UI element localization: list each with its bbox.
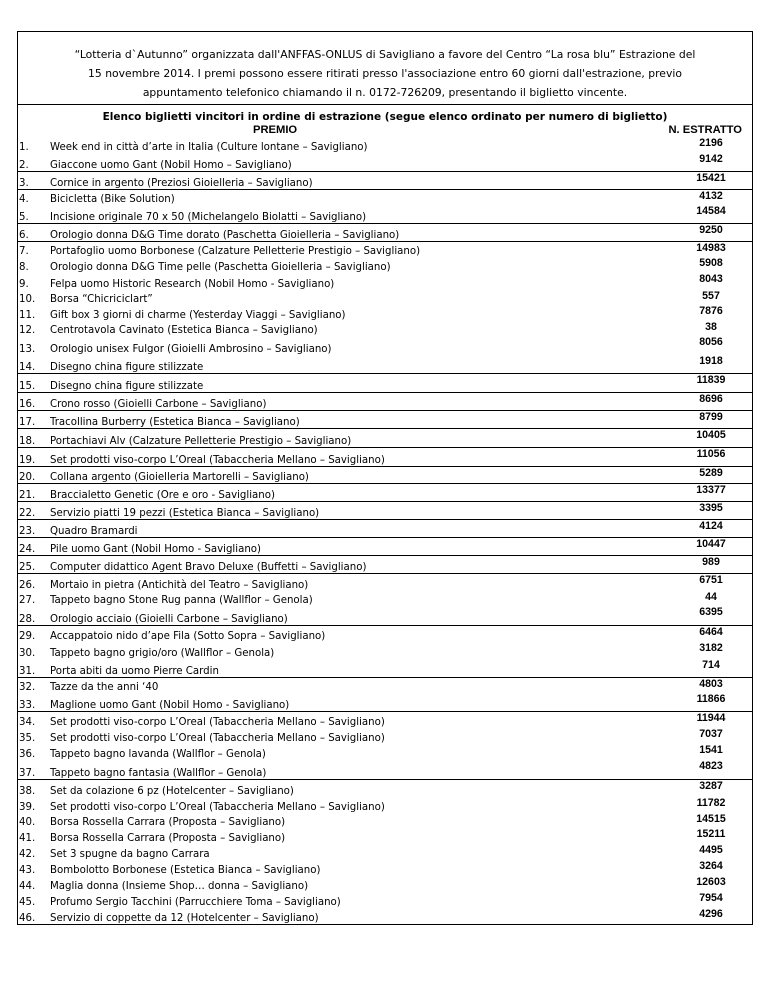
table-row bbox=[18, 555, 752, 573]
table-row bbox=[18, 693, 752, 711]
row-number: 14. bbox=[18, 355, 50, 373]
table-row bbox=[18, 892, 752, 908]
ticket-number: 3287 bbox=[699, 779, 723, 792]
prize-description: Servizio piatti 19 pezzi (Estetica Bianca – Savigliano) bbox=[50, 501, 642, 519]
prize-description: Set prodotti viso-corpo L’Oreal (Tabaccheria Mellano – Savigliano) bbox=[50, 717, 385, 728]
row-number: 17. bbox=[18, 410, 50, 428]
row-number: 22. bbox=[18, 501, 50, 519]
lottery-sheet bbox=[17, 31, 753, 925]
table-row bbox=[18, 373, 752, 392]
table-row bbox=[18, 828, 752, 844]
table-row bbox=[18, 908, 752, 924]
row-number: 41. bbox=[19, 833, 36, 844]
ticket-number: 714 bbox=[642, 659, 752, 677]
prize-description: Tazze da the anni ‘40 bbox=[50, 682, 159, 693]
prize-description: Collana argento (Gioielleria Martorelli – Savigliano) bbox=[50, 466, 642, 483]
row-number: 45. bbox=[19, 897, 36, 908]
prize-description: Mortaio in pietra (Antichità del Teatro – Savigliano) bbox=[50, 580, 309, 591]
row-number: 13. bbox=[19, 344, 36, 355]
row-number: 44. bbox=[19, 881, 36, 892]
row-number: 37. bbox=[18, 760, 50, 779]
table-row bbox=[18, 813, 752, 828]
ticket-number: 2196 bbox=[699, 137, 723, 149]
ticket-number: 15421 bbox=[642, 171, 752, 189]
table-row bbox=[18, 273, 752, 290]
table-row bbox=[18, 711, 752, 728]
table-row bbox=[18, 844, 752, 860]
row-number: 5. bbox=[18, 205, 50, 223]
prize-description: Gift box 3 giorni di charme (Yesterday Viaggi – Savigliano) bbox=[50, 310, 346, 321]
prize-description: Orologio donna D&G Time pelle (Paschetta Gioielleria – Savigliano) bbox=[50, 262, 391, 273]
column-header-row bbox=[18, 124, 752, 137]
prize-description: Portachiavi Alv (Calzature Pelletterie Prestigio – Savigliano) bbox=[50, 428, 642, 447]
prize-description: Pile uomo Gant (Nobil Homo - Savigliano) bbox=[50, 537, 642, 555]
prize-description: Tappeto bagno lavanda (Wallflor – Genola) bbox=[50, 749, 266, 760]
table-row bbox=[18, 205, 752, 223]
table-row bbox=[18, 519, 752, 537]
table-row bbox=[18, 797, 752, 813]
prize-description: Set prodotti viso-corpo L’Oreal (Tabaccheria Mellano – Savigliano) bbox=[50, 447, 642, 466]
announcement-box bbox=[18, 32, 752, 105]
prize-description: Profumo Sergio Tacchini (Parrucchiere Toma – Savigliano) bbox=[50, 897, 341, 908]
row-number: 46. bbox=[19, 913, 36, 924]
prize-description: Tappeto bagno fantasia (Wallflor – Genola) bbox=[50, 760, 642, 779]
ticket-number: 12603 bbox=[696, 876, 726, 888]
table-row bbox=[18, 606, 752, 625]
row-number: 7. bbox=[19, 246, 29, 257]
ticket-number: 7954 bbox=[699, 892, 723, 904]
winners-table-body bbox=[18, 137, 752, 924]
prize-description: Felpa uomo Historic Research (Nobil Homo - Savigliano) bbox=[50, 279, 335, 290]
ticket-number: 13377 bbox=[642, 483, 752, 501]
ticket-number: 11056 bbox=[642, 447, 752, 466]
ticket-number: 10405 bbox=[642, 428, 752, 447]
table-row bbox=[18, 257, 752, 273]
ticket-number: 4823 bbox=[642, 760, 752, 779]
ticket-number: 5908 bbox=[699, 257, 723, 269]
prize-description: Braccialetto Genetic (Ore e oro - Savigliano) bbox=[50, 483, 642, 501]
table-row bbox=[18, 677, 752, 693]
ticket-number: 3182 bbox=[699, 642, 723, 654]
ticket-number: 44 bbox=[705, 591, 717, 603]
table-row bbox=[18, 137, 752, 153]
ticket-number: 4124 bbox=[642, 519, 752, 537]
row-number: 27. bbox=[19, 595, 36, 606]
table-row bbox=[18, 483, 752, 501]
ticket-number: 11782 bbox=[696, 797, 726, 809]
table-row bbox=[18, 876, 752, 892]
ticket-number: 7876 bbox=[699, 305, 723, 317]
prize-description: Cornice in argento (Preziosi Gioielleria – Savigliano) bbox=[50, 171, 642, 189]
prize-description: Tappeto bagno Stone Rug panna (Wallflor – Genola) bbox=[50, 595, 313, 606]
ticket-number: 15211 bbox=[696, 828, 726, 840]
row-number: 35. bbox=[19, 733, 36, 744]
prize-description: Disegno china figure stilizzate bbox=[50, 355, 642, 373]
ticket-number: 8056 bbox=[699, 336, 723, 348]
table-row bbox=[18, 336, 752, 355]
prize-description: Orologio unisex Fulgor (Gioielli Ambrosino – Savigliano) bbox=[50, 344, 332, 355]
row-number: 32. bbox=[19, 682, 36, 693]
prize-description: Week end in città d’arte in Italia (Culture lontane – Savigliano) bbox=[50, 142, 368, 153]
ticket-number: 4296 bbox=[699, 908, 723, 920]
table-row bbox=[18, 321, 752, 336]
list-title: Elenco biglietti vincitori in ordine di estrazione (segue elenco ordinato per numero di biglietto) bbox=[102, 111, 668, 123]
table-row bbox=[18, 153, 752, 171]
prize-description: Crono rosso (Gioielli Carbone – Savigliano) bbox=[50, 392, 642, 410]
ticket-number: 989 bbox=[642, 555, 752, 573]
row-number: 21. bbox=[18, 483, 50, 501]
prize-description: Set prodotti viso-corpo L’Oreal (Tabaccheria Mellano – Savigliano) bbox=[50, 802, 385, 813]
row-number: 18. bbox=[18, 428, 50, 447]
prize-description: Servizio di coppette da 12 (Hotelcenter – Savigliano) bbox=[50, 913, 319, 924]
table-row bbox=[18, 241, 752, 257]
row-number: 30. bbox=[19, 648, 36, 659]
ticket-number: 38 bbox=[705, 321, 717, 333]
table-row bbox=[18, 410, 752, 428]
announcement-line-2: 15 novembre 2014. I premi possono essere ritirati presso l'associazione entro 60 giorni dall'estrazione, previo bbox=[88, 67, 682, 80]
ticket-number: 11944 bbox=[696, 711, 726, 724]
row-number: 3. bbox=[18, 171, 50, 189]
row-number: 26. bbox=[19, 580, 36, 591]
row-number: 2. bbox=[18, 153, 50, 171]
ticket-number: 4132 bbox=[699, 189, 723, 202]
table-row bbox=[18, 466, 752, 483]
table-row bbox=[18, 171, 752, 189]
table-row bbox=[18, 591, 752, 606]
ticket-number: 6464 bbox=[699, 625, 723, 638]
ticket-number: 8696 bbox=[642, 392, 752, 410]
table-row bbox=[18, 305, 752, 321]
row-number: 39. bbox=[19, 802, 36, 813]
prize-description: Set 3 spugne da bagno Carrara bbox=[50, 849, 210, 860]
row-number: 40. bbox=[19, 817, 36, 828]
row-number: 10. bbox=[19, 294, 36, 305]
row-number: 8. bbox=[19, 262, 29, 273]
prize-description: Orologio acciaio (Gioielli Carbone – Savigliano) bbox=[50, 606, 642, 625]
ticket-number: 557 bbox=[702, 290, 720, 302]
prize-description: Accappatoio nido d’ape Fila (Sotto Sopra – Savigliano) bbox=[50, 631, 326, 642]
table-row bbox=[18, 223, 752, 241]
ticket-number: 14983 bbox=[696, 241, 726, 254]
prize-description: Set da colazione 6 pz (Hotelcenter – Savigliano) bbox=[50, 786, 294, 797]
prize-description: Computer didattico Agent Bravo Deluxe (Buffetti – Savigliano) bbox=[50, 555, 642, 573]
row-number: 38. bbox=[19, 786, 36, 797]
table-row bbox=[18, 779, 752, 797]
row-number: 19. bbox=[18, 447, 50, 466]
prize-description: Portafoglio uomo Borbonese (Calzature Pelletterie Prestigio – Savigliano) bbox=[50, 246, 421, 257]
ticket-number: 4803 bbox=[699, 677, 723, 690]
table-row bbox=[18, 355, 752, 373]
row-number: 4. bbox=[19, 194, 29, 205]
ticket-number: 1541 bbox=[699, 744, 723, 756]
prize-description: Tracollina Burberry (Estetica Bianca – Savigliano) bbox=[50, 410, 642, 428]
ticket-number: 9250 bbox=[642, 223, 752, 241]
row-number: 29. bbox=[19, 631, 36, 642]
row-number: 31. bbox=[18, 659, 50, 677]
row-number: 20. bbox=[18, 466, 50, 483]
ticket-number: 1918 bbox=[642, 355, 752, 373]
prize-description: Disegno china figure stilizzate bbox=[50, 373, 642, 392]
prize-description: Centrotavola Cavinato (Estetica Bianca – Savigliano) bbox=[50, 325, 318, 336]
prize-description: Orologio donna D&G Time dorato (Paschetta Gioielleria – Savigliano) bbox=[50, 223, 642, 241]
table-row bbox=[18, 860, 752, 876]
winners-table bbox=[18, 137, 752, 924]
row-number: 34. bbox=[19, 717, 36, 728]
row-number: 28. bbox=[18, 606, 50, 625]
row-number: 1. bbox=[19, 142, 29, 153]
prize-description: Porta abiti da uomo Pierre Cardin bbox=[50, 659, 642, 677]
table-row bbox=[18, 625, 752, 642]
prize-description: Borsa Rossella Carrara (Proposta – Savigliano) bbox=[50, 833, 286, 844]
table-row bbox=[18, 659, 752, 677]
row-number: 36. bbox=[19, 749, 36, 760]
table-row bbox=[18, 189, 752, 205]
row-number: 16. bbox=[18, 392, 50, 410]
row-number: 43. bbox=[19, 865, 36, 876]
table-row bbox=[18, 744, 752, 760]
row-number: 11. bbox=[19, 310, 36, 321]
table-row bbox=[18, 290, 752, 305]
table-row bbox=[18, 760, 752, 779]
table-row bbox=[18, 428, 752, 447]
prize-description: Bombolotto Borbonese (Estetica Bianca – Savigliano) bbox=[50, 865, 321, 876]
row-number: 25. bbox=[18, 555, 50, 573]
table-row bbox=[18, 537, 752, 555]
ticket-number: 11866 bbox=[642, 693, 752, 711]
ticket-number: 9142 bbox=[642, 153, 752, 171]
ticket-number: 4495 bbox=[699, 844, 723, 856]
ticket-number: 8799 bbox=[642, 410, 752, 428]
table-row bbox=[18, 447, 752, 466]
table-row bbox=[18, 728, 752, 744]
table-row bbox=[18, 642, 752, 659]
ticket-number: 14515 bbox=[696, 813, 726, 825]
announcement-line-1: “Lotteria d`Autunno” organizzata dall'ANFFAS-ONLUS di Savigliano a favore del Centro “La rosa blu” Estrazione del bbox=[74, 48, 696, 61]
ticket-number: 3264 bbox=[699, 860, 723, 872]
row-number: 9. bbox=[19, 279, 29, 290]
prize-description: Borsa Rossella Carrara (Proposta – Savigliano) bbox=[50, 817, 286, 828]
prize-description: Set prodotti viso-corpo L’Oreal (Tabaccheria Mellano – Savigliano) bbox=[50, 733, 385, 744]
number-column-header: N. ESTRATTO bbox=[668, 124, 742, 136]
ticket-number: 5289 bbox=[642, 466, 752, 483]
row-number: 24. bbox=[18, 537, 50, 555]
row-number: 6. bbox=[18, 223, 50, 241]
table-row bbox=[18, 392, 752, 410]
table-row bbox=[18, 573, 752, 591]
ticket-number: 3395 bbox=[642, 501, 752, 519]
prize-description: Maglione uomo Gant (Nobil Homo - Savigliano) bbox=[50, 693, 642, 711]
ticket-number: 6751 bbox=[699, 573, 723, 586]
prize-description: Bicicletta (Bike Solution) bbox=[50, 194, 175, 205]
ticket-number: 11839 bbox=[642, 373, 752, 392]
row-number: 12. bbox=[19, 325, 36, 336]
ticket-number: 14584 bbox=[642, 205, 752, 223]
ticket-number: 10447 bbox=[642, 537, 752, 555]
announcement-line-3: appuntamento telefonico chiamando il n. 0172-726209, presentando il biglietto vincente. bbox=[142, 86, 628, 99]
row-number: 15. bbox=[18, 373, 50, 392]
row-number: 23. bbox=[18, 519, 50, 537]
row-number: 42. bbox=[19, 849, 36, 860]
prize-description: Giaccone uomo Gant (Nobil Homo – Savigliano) bbox=[50, 153, 642, 171]
prize-description: Maglia donna (Insieme Shop… donna – Savigliano) bbox=[50, 881, 309, 892]
table-row bbox=[18, 501, 752, 519]
prize-description: Quadro Bramardi bbox=[50, 519, 642, 537]
row-number: 33. bbox=[18, 693, 50, 711]
prize-description: Tappeto bagno grigio/oro (Wallflor – Genola) bbox=[50, 648, 275, 659]
prize-description: Borsa “Chicriciclart” bbox=[50, 294, 153, 305]
prize-column-header: PREMIO bbox=[253, 124, 298, 136]
ticket-number: 6395 bbox=[642, 606, 752, 625]
ticket-number: 8043 bbox=[699, 273, 723, 285]
ticket-number: 7037 bbox=[699, 728, 723, 740]
prize-description: Incisione originale 70 x 50 (Michelangelo Biolatti – Savigliano) bbox=[50, 205, 642, 223]
